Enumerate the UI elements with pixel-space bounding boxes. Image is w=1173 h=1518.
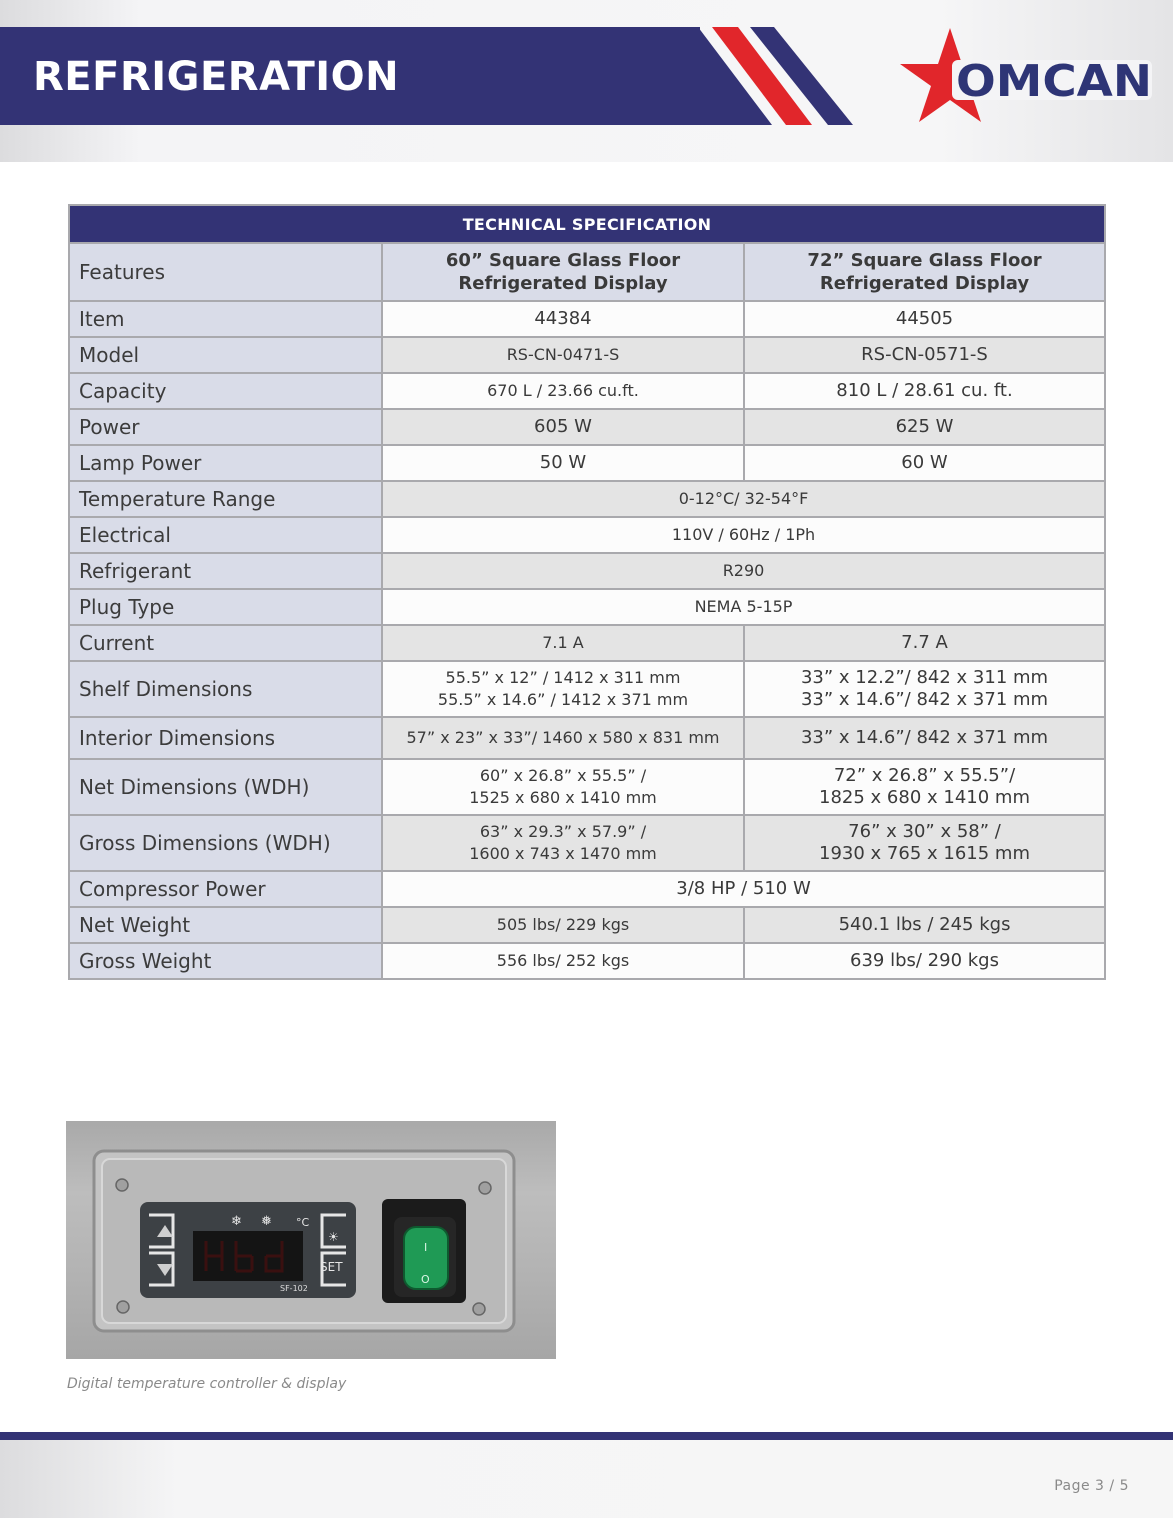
cell-60: 505 lbs/ 229 kgs: [382, 907, 744, 943]
row-label: Current: [69, 625, 382, 661]
cell-both: 110V / 60Hz / 1Ph: [382, 517, 1105, 553]
switch-on-label: I: [424, 1241, 428, 1254]
set-label: SET: [320, 1260, 343, 1274]
svg-text:OMCAN: OMCAN: [956, 56, 1152, 107]
cell-60: 670 L / 23.66 cu.ft.: [382, 373, 744, 409]
cell-60: 605 W: [382, 409, 744, 445]
row-label: Lamp Power: [69, 445, 382, 481]
row-label: Gross Dimensions (WDH): [69, 815, 382, 871]
table-row: [69, 815, 1105, 871]
cell-72: RS-CN-0571-S: [744, 337, 1105, 373]
cell-line: 76” x 30” x 58” /: [848, 821, 1001, 842]
row-label: Interior Dimensions: [69, 717, 382, 759]
row-label: Model: [69, 337, 382, 373]
cell-72: [744, 815, 1105, 871]
row-label: Gross Weight: [69, 943, 382, 979]
table-row: [69, 373, 1105, 409]
row-label: Power: [69, 409, 382, 445]
cell-72: 60 W: [744, 445, 1105, 481]
page-number: Page 3 / 5: [1054, 1478, 1129, 1494]
row-label: Electrical: [69, 517, 382, 553]
cell-60: 44384: [382, 301, 744, 337]
row-label: Shelf Dimensions: [69, 661, 382, 717]
cell-line: 1525 x 680 x 1410 mm: [469, 788, 657, 807]
table-row: [69, 301, 1105, 337]
cell-72: [744, 661, 1105, 717]
table-row: [69, 759, 1105, 815]
celsius-label: °C: [296, 1216, 310, 1229]
cell-line: 55.5” x 14.6” / 1412 x 371 mm: [437, 690, 689, 709]
footer-bar: [0, 1432, 1173, 1440]
model-label: SF-102: [280, 1284, 308, 1293]
table-row: [69, 943, 1105, 979]
cell-72: 33” x 14.6”/ 842 x 371 mm: [744, 717, 1105, 759]
snowflake-icon: ❄: [231, 1214, 242, 1229]
cell-line: 1930 x 765 x 1615 mm: [819, 843, 1030, 864]
cell-72: 540.1 lbs / 245 kgs: [744, 907, 1105, 943]
cell-60: [382, 661, 744, 717]
table-row: [69, 409, 1105, 445]
table-row: [69, 337, 1105, 373]
row-label: Item: [69, 301, 382, 337]
table-row: [69, 661, 1105, 717]
row-label: Net Dimensions (WDH): [69, 759, 382, 815]
lamp-icon: ☀: [328, 1230, 339, 1244]
cell-60: 57” x 23” x 33”/ 1460 x 580 x 831 mm: [382, 717, 744, 759]
cell-both: 3/8 HP / 510 W: [382, 871, 1105, 907]
omcan-logo: [900, 28, 1160, 122]
table-row: [69, 717, 1105, 759]
row-label: Capacity: [69, 373, 382, 409]
column-header-72: 72” Square Glass Floor Refrigerated Display: [744, 243, 1105, 301]
cell-60: [382, 815, 744, 871]
cell-60: RS-CN-0471-S: [382, 337, 744, 373]
row-label: Compressor Power: [69, 871, 382, 907]
defrost-icon: ❅: [261, 1214, 272, 1229]
controller-photo: [66, 1121, 556, 1359]
cell-both: R290: [382, 553, 1105, 589]
cell-60: 7.1 A: [382, 625, 744, 661]
header-stripes: [600, 27, 860, 125]
cell-line: 1600 x 743 x 1470 mm: [469, 844, 657, 863]
table-row: [69, 553, 1105, 589]
cell-72: 639 lbs/ 290 kgs: [744, 943, 1105, 979]
table-row: [69, 625, 1105, 661]
table-row: [69, 517, 1105, 553]
photo-caption: Digital temperature controller & display: [67, 1376, 347, 1392]
cell-both: NEMA 5-15P: [382, 589, 1105, 625]
cell-both: 0-12°C/ 32-54°F: [382, 481, 1105, 517]
row-label: Temperature Range: [69, 481, 382, 517]
cell-72: 7.7 A: [744, 625, 1105, 661]
table-row: [69, 445, 1105, 481]
table-row: [69, 589, 1105, 625]
page-footer: [0, 1440, 1173, 1518]
cell-72: 625 W: [744, 409, 1105, 445]
row-label: Plug Type: [69, 589, 382, 625]
cell-72: 44505: [744, 301, 1105, 337]
cell-line: 63” x 29.3” x 57.9” /: [479, 822, 647, 841]
cell-line: 72” x 26.8” x 55.5”/: [833, 765, 1016, 786]
table-row: [69, 907, 1105, 943]
page-title: REFRIGERATION: [33, 54, 400, 100]
switch-off-label: O: [421, 1273, 430, 1286]
table-row: [69, 871, 1105, 907]
cell-60: 556 lbs/ 252 kgs: [382, 943, 744, 979]
cell-60: [382, 759, 744, 815]
cell-72: 810 L / 28.61 cu. ft.: [744, 373, 1105, 409]
column-header-60: 60” Square Glass Floor Refrigerated Display: [382, 243, 744, 301]
table-title: TECHNICAL SPECIFICATION: [69, 205, 1105, 243]
row-label: Refrigerant: [69, 553, 382, 589]
cell-line: 33” x 12.2”/ 842 x 311 mm: [800, 667, 1049, 688]
column-header-features: Features: [69, 243, 382, 301]
cell-line: 60” x 26.8” x 55.5” /: [479, 766, 647, 785]
row-label: Net Weight: [69, 907, 382, 943]
cell-60: 50 W: [382, 445, 744, 481]
spec-table: [68, 204, 1106, 980]
page-header: [0, 0, 1173, 162]
cell-72: [744, 759, 1105, 815]
cell-line: 1825 x 680 x 1410 mm: [819, 787, 1030, 808]
table-row: [69, 481, 1105, 517]
controller-illustration: [66, 1121, 556, 1359]
cell-line: 55.5” x 12” / 1412 x 311 mm: [445, 668, 681, 687]
cell-line: 33” x 14.6”/ 842 x 371 mm: [800, 689, 1049, 710]
